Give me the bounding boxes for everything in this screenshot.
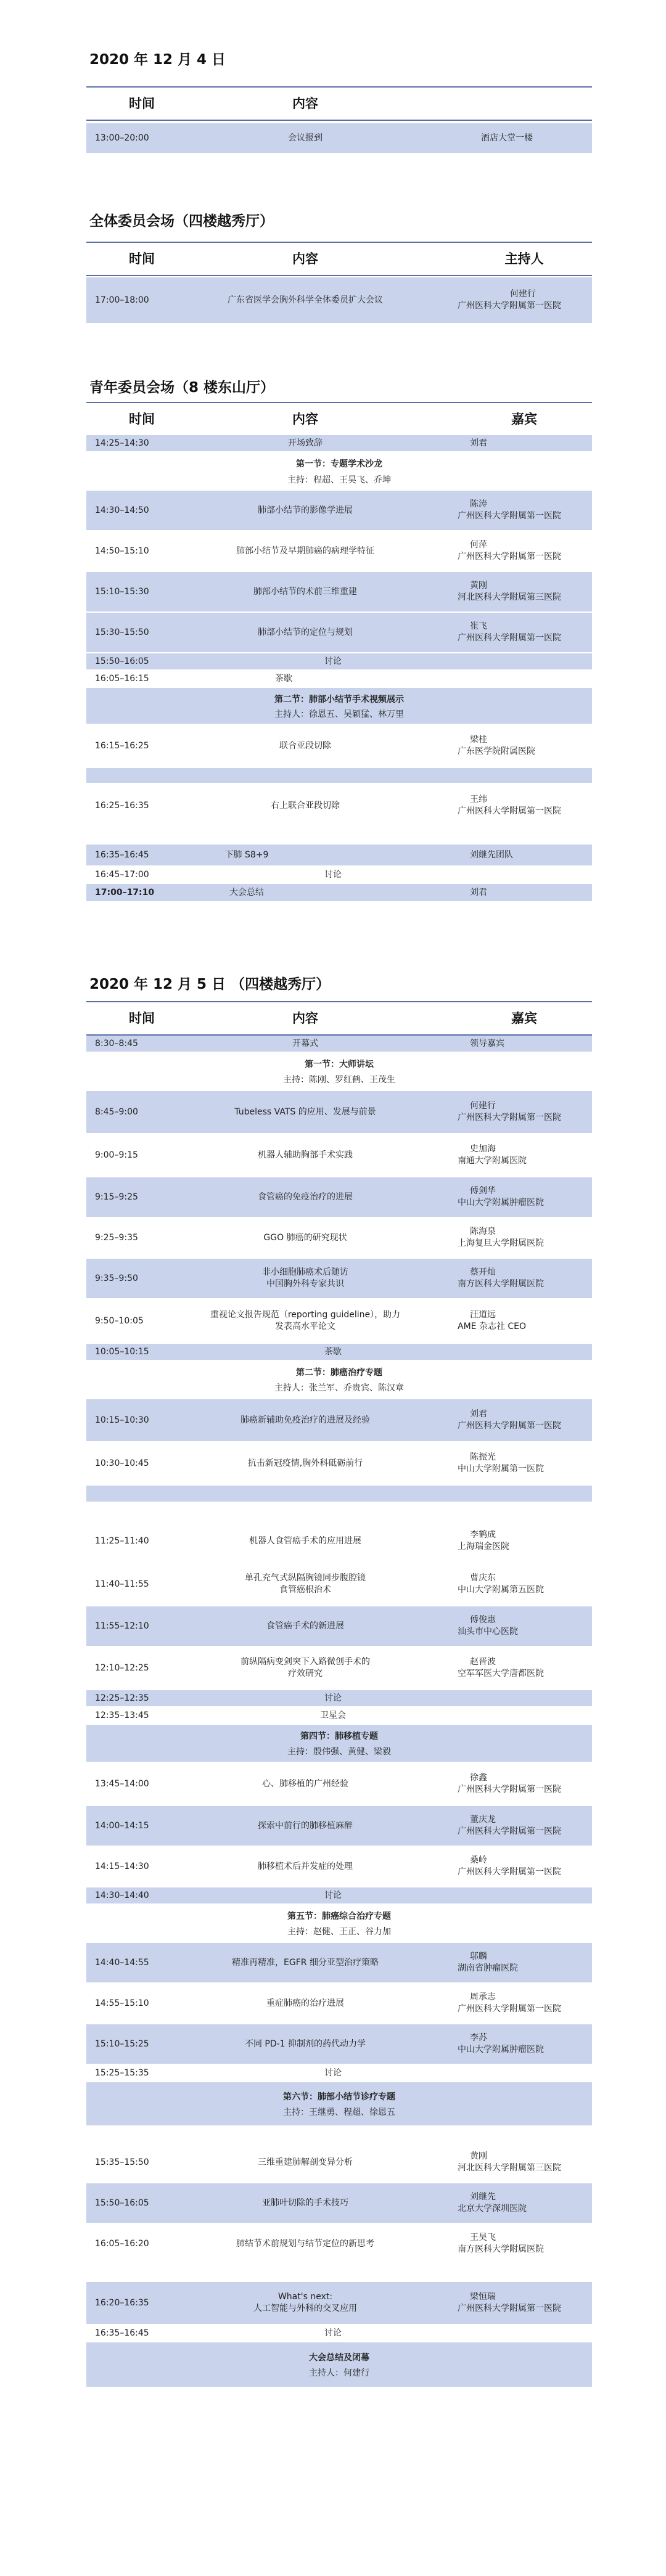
- session-heading: [86, 2342, 592, 2388]
- header-content: 内容: [292, 96, 318, 111]
- row-time: 9:25–9:35: [95, 1232, 138, 1243]
- table-row: [86, 1563, 592, 1606]
- table-row: [86, 1847, 592, 1887]
- row-speaker: [444, 1036, 592, 1052]
- row-speaker: [444, 2183, 592, 2223]
- row-speaker: [444, 2224, 592, 2263]
- speaker-affiliation: 广州医科大学附属第一医院: [458, 552, 561, 562]
- spacer-row: [86, 768, 592, 784]
- speaker-affiliation: 空军军医大学唐都医院: [458, 1669, 544, 1678]
- speaker-name: 赵晋波: [470, 1657, 496, 1667]
- row-content: 抗击新冠疫情,胸外科砥砺前行: [247, 1458, 363, 1468]
- row-speaker: [444, 1647, 592, 1689]
- table-row: [86, 2282, 592, 2325]
- session-title: 大会总结及闭幕: [309, 2353, 369, 2363]
- session-title: 第二节：肺部小结节手术视频展示: [274, 695, 404, 705]
- speaker-name: 邬麟: [470, 1952, 487, 1961]
- table-row: [86, 491, 592, 531]
- row-content: 右上联合亚段切除: [271, 800, 340, 811]
- speaker-name: 梁桂: [470, 735, 487, 745]
- table-header-dec5: [86, 1001, 592, 1036]
- speaker-name: 陈振光: [470, 1452, 496, 1462]
- table-row: [86, 725, 592, 768]
- speaker-affiliation: 上海复旦大学附属医院: [458, 1238, 544, 1248]
- speaker-name: 王昊飞: [470, 2233, 496, 2243]
- table-row: [86, 1647, 592, 1690]
- spacer-row: [86, 2127, 592, 2143]
- row-time: 16:20–16:35: [95, 2297, 149, 2308]
- header-content: 内容: [292, 251, 318, 266]
- row-content: 肺部小结节的影像学进展: [258, 505, 353, 515]
- row-speaker: [444, 1134, 592, 1176]
- table-header-plenary: [86, 242, 592, 276]
- row-content: 联合亚段切除: [279, 740, 331, 751]
- speaker-name: 何萍: [470, 540, 487, 550]
- speaker-affiliation: 上海瑞金医院: [458, 1542, 509, 1552]
- row-time: 16:35–16:45: [95, 849, 149, 860]
- row-content: 大会总结: [229, 887, 264, 898]
- row-speaker: [444, 2282, 592, 2324]
- table-row: [86, 2065, 592, 2082]
- row-content: 讨论: [324, 1693, 342, 1703]
- speaker-affiliation: 湖南省肿瘤医院: [458, 1963, 518, 1973]
- table-row: [86, 1887, 592, 1905]
- speaker-affiliation: 广州医科大学附属第一医院: [458, 2304, 561, 2313]
- row-content: 机器人辅助胸部手术实践: [258, 1150, 353, 1160]
- row-venue: 酒店大堂一楼: [481, 133, 533, 143]
- row-time: 14:30–14:40: [95, 1890, 149, 1900]
- section-title-plenary: 全体委员会场（四楼越秀厅）: [89, 213, 274, 229]
- speaker-name: 刘继先团队: [470, 849, 513, 860]
- speaker-affiliation: 中山大学附属第一医院: [458, 1464, 544, 1474]
- table-row: [86, 613, 592, 653]
- table-row: [86, 884, 592, 902]
- row-content: 前纵隔病变剑突下入路微创手术的 疗效研究: [240, 1657, 370, 1678]
- row-content: 肺部小结节的术前三维重建: [253, 586, 357, 597]
- table-row: [86, 277, 592, 324]
- speaker-name: 领导嘉宾: [470, 1038, 504, 1049]
- row-content: 机器人食管癌手术的应用进展: [249, 1535, 361, 1546]
- row-time: 13:00–20:00: [95, 133, 149, 143]
- row-time: 11:55–12:10: [95, 1621, 149, 1631]
- table-row: [86, 1520, 592, 1563]
- speaker-name: 史加海: [470, 1144, 496, 1154]
- row-time: 10:05–10:15: [95, 1346, 149, 1357]
- section-title-youth: 青年委员会场（8 楼东山厅）: [89, 380, 275, 396]
- speaker-name: 陈涛: [470, 499, 487, 509]
- speaker-name: 傅俊惠: [470, 1615, 496, 1625]
- row-time: 16:05–16:15: [95, 673, 149, 684]
- row-speaker: [444, 1806, 592, 1846]
- speaker-affiliation: 南方医科大学附属医院: [458, 1279, 544, 1289]
- speaker-affiliation: 南通大学附属医院: [458, 1156, 527, 1166]
- row-content: 三维重建肺解剖变异分析: [258, 2157, 353, 2167]
- speaker-name: 桑岭: [470, 1855, 487, 1865]
- table-row: [86, 1707, 592, 1725]
- row-content: 讨论: [324, 869, 342, 880]
- table-row: [86, 1218, 592, 1259]
- row-time: 12:35–13:45: [95, 1710, 149, 1720]
- session-title: 第一节：专题学术沙龙: [296, 459, 382, 469]
- table-row: [86, 2325, 592, 2342]
- row-content: 开场致辞: [288, 438, 323, 448]
- row-time: 14:15–14:30: [95, 1861, 149, 1871]
- row-content: 肺癌新辅助免疫治疗的进展及经验: [240, 1415, 370, 1425]
- row-speaker: [444, 1763, 592, 1805]
- table-row: [86, 1943, 592, 1984]
- row-time: 14:40–14:55: [95, 1957, 149, 1968]
- table-row: [86, 572, 592, 613]
- speaker-affiliation: 广州医科大学附属第一医院: [458, 2004, 561, 2014]
- header-time: 时间: [129, 412, 155, 427]
- row-time: 16:45–17:00: [95, 869, 149, 880]
- session-hosts: 主持：赵健、王正、谷力加: [287, 1927, 391, 1937]
- row-content: 下肺 S8+9: [224, 849, 269, 860]
- row-content: 广东省医学会胸外科学全体委员扩大会议: [228, 295, 383, 305]
- speaker-name: 李鹤成: [470, 1530, 496, 1540]
- row-time: 14:25–14:30: [95, 438, 149, 448]
- speaker-name: 梁恒瑞: [470, 2292, 496, 2302]
- table-row: [86, 653, 592, 671]
- section-title-dec4: 2020 年 12 月 4 日: [89, 52, 226, 68]
- table-row: [86, 671, 592, 688]
- row-speaker: [444, 2143, 592, 2182]
- row-content: 非小细胞肺癌术后随访 中国胸外科专家共识: [262, 1267, 348, 1289]
- row-speaker: [444, 1984, 592, 2023]
- session-hosts: 主持：陈刚、罗红鹤、王茂生: [283, 1075, 395, 1085]
- table-row: [86, 2024, 592, 2065]
- row-speaker: [444, 1563, 592, 1605]
- row-content: 重视论文报告规范（reporting guideline），助力 发表高水平论文: [210, 1310, 401, 1331]
- session-hosts: 主持人：张兰军、乔贵宾、陈汉章: [274, 1383, 404, 1393]
- session-title: 第二节：肺癌治疗专题: [296, 1368, 382, 1378]
- speaker-affiliation: 中山大学附属肿瘤医院: [458, 1198, 544, 1208]
- session-heading: [86, 2082, 592, 2127]
- speaker-affiliation: 广东医学院附属医院: [458, 746, 535, 756]
- speaker-name: 徐鑫: [470, 1773, 487, 1783]
- host-name: 何建行: [510, 289, 536, 299]
- row-content: 不同 PD-1 抑制剂的药代动力学: [244, 2038, 366, 2049]
- row-time: 11:40–11:55: [95, 1579, 149, 1589]
- session-heading: [86, 452, 592, 491]
- table-row: [86, 531, 592, 572]
- table-row: [86, 1091, 592, 1134]
- row-speaker: [444, 1399, 592, 1441]
- row-speaker: [444, 1299, 592, 1343]
- row-content: 心、肺移植的广州经验: [262, 1778, 348, 1789]
- row-content: 亚肺叶切除的手术技巧: [262, 2198, 348, 2208]
- row-speaker: [444, 1442, 592, 1484]
- table-row: [86, 1177, 592, 1218]
- session-heading: [86, 1053, 592, 1091]
- spacer-row: [86, 828, 592, 844]
- spacer-row: [86, 1486, 592, 1503]
- row-host: [444, 277, 592, 323]
- row-time: 9:00–9:15: [95, 1150, 138, 1160]
- speaker-affiliation: 北京大学深圳医院: [458, 2204, 527, 2214]
- row-content: 重症肺癌的治疗进展: [266, 1998, 344, 2008]
- row-content: 肺部小结节及早期肺癌的病理学特征: [236, 546, 374, 556]
- row-content: 单孔充气式纵隔胸镜同步腹腔镜 食管癌根治术: [245, 1573, 366, 1595]
- row-content: 肺部小结节的定位与规划: [258, 627, 353, 637]
- table-row: [86, 784, 592, 828]
- row-content: 精准再精准，EGFR 细分亚型治疗策略: [232, 1957, 379, 1968]
- row-time: 16:25–16:35: [95, 800, 149, 811]
- spacer-row: [86, 2265, 592, 2282]
- speaker-name: 周承志: [470, 1992, 496, 2002]
- session-title: 第六节：肺部小结节诊疗专题: [283, 2092, 395, 2102]
- speaker-affiliation: 河北医科大学附属第三医院: [458, 592, 561, 602]
- session-hosts: 主持：王继勇、程超、徐恩五: [283, 2108, 395, 2117]
- speaker-affiliation: 汕头市中心医院: [458, 1627, 518, 1637]
- header-guest: 嘉宾: [511, 412, 537, 427]
- speaker-affiliation: 中山大学附属肿瘤医院: [458, 2045, 544, 2055]
- speaker-affiliation: 广州医科大学附属第一医院: [458, 1826, 561, 1836]
- session-heading: [86, 688, 592, 725]
- row-time: 14:00–14:15: [95, 1820, 149, 1831]
- table-row: [86, 1606, 592, 1647]
- row-time: 15:30–15:50: [95, 627, 149, 637]
- row-content: 讨论: [324, 1890, 342, 1900]
- table-row: [86, 1344, 592, 1361]
- speaker-name: 王纬: [470, 795, 487, 804]
- row-time: 14:55–15:10: [95, 1998, 149, 2008]
- session-title: 第四节：肺移植专题: [300, 1732, 378, 1741]
- table-row: [86, 2143, 592, 2183]
- row-content: 肺结节术前规划与结节定位的新思考: [236, 2238, 374, 2249]
- header-host: 主持人: [504, 251, 544, 266]
- session-hosts: 主持：程超、王昊飞、乔坤: [287, 475, 391, 485]
- table-row: [86, 867, 592, 884]
- row-speaker: [444, 1520, 592, 1562]
- speaker-name: 刘继先: [470, 2192, 496, 2202]
- table-row: [86, 1806, 592, 1847]
- table-row: [86, 1442, 592, 1486]
- row-content: 讨论: [324, 2067, 342, 2078]
- row-speaker: [444, 1606, 592, 1646]
- row-content: Tubeless VATS 的应用、发展与前景: [234, 1106, 376, 1117]
- row-time: 9:15–9:25: [95, 1192, 138, 1202]
- table-row: [86, 1259, 592, 1299]
- speaker-name: 刘君: [470, 1409, 487, 1419]
- speaker-affiliation: 广州医科大学附属第一医院: [458, 1867, 561, 1877]
- row-speaker: [444, 2024, 592, 2064]
- header-time: 时间: [129, 1011, 155, 1026]
- row-time: 15:25–15:35: [95, 2067, 149, 2078]
- session-title: 第五节：肺癌综合治疗专题: [287, 1912, 391, 1921]
- table-row: [86, 1763, 592, 1806]
- row-time: 8:45–9:00: [95, 1106, 138, 1117]
- row-speaker: [444, 1943, 592, 1982]
- spacer-row: [86, 1503, 592, 1520]
- row-time: 15:35–15:50: [95, 2157, 149, 2167]
- row-time: 8:30–8:45: [95, 1038, 138, 1049]
- row-time: 9:35–9:50: [95, 1273, 138, 1283]
- section-title-dec5: 2020 年 12 月 5 日 （四楼越秀厅）: [89, 976, 331, 992]
- table-row: [86, 435, 592, 452]
- row-time: 10:15–10:30: [95, 1415, 149, 1425]
- speaker-name: 李苏: [470, 2033, 487, 2043]
- header-guest: 嘉宾: [511, 1011, 537, 1026]
- row-content: 食管癌的免疫治疗的进展: [258, 1192, 353, 1202]
- row-speaker: [444, 1259, 592, 1298]
- table-row: [86, 1984, 592, 2024]
- session-hosts: 主持人：何建行: [309, 2368, 369, 2378]
- table-row: [86, 1036, 592, 1053]
- row-content: 食管癌手术的新进展: [266, 1621, 344, 1631]
- row-content: 会议报到: [288, 133, 323, 143]
- speaker-name: 刘君: [470, 438, 487, 448]
- session-title: 第一节：大师讲坛: [305, 1060, 374, 1069]
- row-time: 14:50–15:10: [95, 546, 149, 556]
- row-content: 讨论: [324, 2328, 342, 2338]
- row-time: 16:35–16:45: [95, 2328, 149, 2338]
- row-time: 12:25–12:35: [95, 1693, 149, 1703]
- header-content: 内容: [292, 412, 318, 427]
- row-time: 12:10–12:25: [95, 1662, 149, 1673]
- table-row: [86, 123, 592, 154]
- speaker-name: 傅剑华: [470, 1186, 496, 1196]
- session-heading: [86, 1905, 592, 1943]
- row-time: 13:45–14:00: [95, 1778, 149, 1789]
- row-content: 开幕式: [292, 1038, 318, 1049]
- speaker-affiliation: 广州医科大学附属第一医院: [458, 1785, 561, 1794]
- row-speaker: [444, 1218, 592, 1257]
- row-speaker: [444, 1091, 592, 1133]
- speaker-affiliation: AME 杂志社 CEO: [458, 1322, 527, 1331]
- speaker-name: 蔡开灿: [470, 1267, 496, 1277]
- speaker-name: 何建行: [470, 1101, 496, 1111]
- row-time: 16:15–16:25: [95, 740, 149, 751]
- speaker-affiliation: 广州医科大学附属第一医院: [458, 806, 561, 816]
- speaker-name: 刘君: [470, 887, 487, 898]
- speaker-name: 黄刚: [470, 2151, 487, 2161]
- header-time: 时间: [129, 251, 155, 266]
- row-time: 14:30–14:50: [95, 505, 149, 515]
- table-row: [86, 844, 592, 867]
- row-speaker: [444, 1177, 592, 1217]
- row-time: 15:10–15:25: [95, 2038, 149, 2049]
- header-content: 内容: [292, 1011, 318, 1026]
- speaker-name: 陈海泉: [470, 1227, 496, 1237]
- table-row: [86, 1134, 592, 1177]
- speaker-name: 曹庆东: [470, 1573, 496, 1583]
- row-content: 讨论: [324, 656, 342, 666]
- session-heading: [86, 1725, 592, 1763]
- speaker-affiliation: 广州医科大学附属第一医院: [458, 1421, 561, 1431]
- row-time: 10:30–10:45: [95, 1458, 149, 1468]
- session-hosts: 主持：殷伟强、黄健、梁毅: [287, 1747, 391, 1757]
- row-time: 17:00–17:10: [95, 887, 155, 898]
- speaker-name: 崔飞: [470, 621, 487, 631]
- row-time: 15:50–16:05: [95, 2198, 149, 2208]
- speaker-affiliation: 南方医科大学附属医院: [458, 2244, 544, 2254]
- row-time: 17:00–18:00: [95, 295, 149, 305]
- session-hosts: 主持人：徐恩五、吴颖猛、林万里: [274, 709, 404, 719]
- row-time: 11:25–11:40: [95, 1535, 149, 1546]
- speaker-affiliation: 广州医科大学附属第一医院: [458, 1113, 561, 1122]
- speaker-name: 汪道远: [470, 1310, 496, 1320]
- row-content: 茶歇: [324, 1346, 342, 1357]
- row-time: 9:50–10:05: [95, 1315, 144, 1326]
- row-content: 探索中前行的肺移植麻醉: [258, 1820, 353, 1831]
- speaker-affiliation: 河北医科大学附属第三医院: [458, 2163, 561, 2173]
- speaker-affiliation: 广州医科大学附属第一医院: [458, 511, 561, 521]
- row-content: GGO 肺癌的研究现状: [263, 1232, 347, 1243]
- header-time: 时间: [129, 96, 155, 111]
- table-row: [86, 2183, 592, 2224]
- table-row: [86, 1399, 592, 1442]
- row-content: 茶歇: [275, 673, 292, 684]
- row-content: 卫星会: [320, 1710, 346, 1720]
- table-row: [86, 1299, 592, 1344]
- host-affiliation: 广州医科大学附属第一医院: [458, 301, 561, 311]
- table-header-dec4: [86, 86, 592, 121]
- speaker-affiliation: 中山大学附属第五医院: [458, 1585, 544, 1595]
- speaker-affiliation: 广州医科大学附属第一医院: [458, 633, 561, 643]
- row-time: 15:10–15:30: [95, 586, 149, 597]
- row-time: 16:05–16:20: [95, 2238, 149, 2249]
- row-speaker: [444, 1847, 592, 1886]
- table-header-youth: [86, 402, 592, 436]
- row-content: 肺移植术后并发症的处理: [258, 1861, 353, 1871]
- row-content: What's next: 人工智能与外科的交叉应用: [253, 2292, 357, 2313]
- table-row: [86, 2224, 592, 2265]
- speaker-name: 董庆龙: [470, 1815, 496, 1825]
- speaker-name: 黄刚: [470, 581, 487, 591]
- table-row: [86, 1690, 592, 1707]
- session-heading: [86, 1361, 592, 1399]
- row-time: 15:50–16:05: [95, 656, 149, 666]
